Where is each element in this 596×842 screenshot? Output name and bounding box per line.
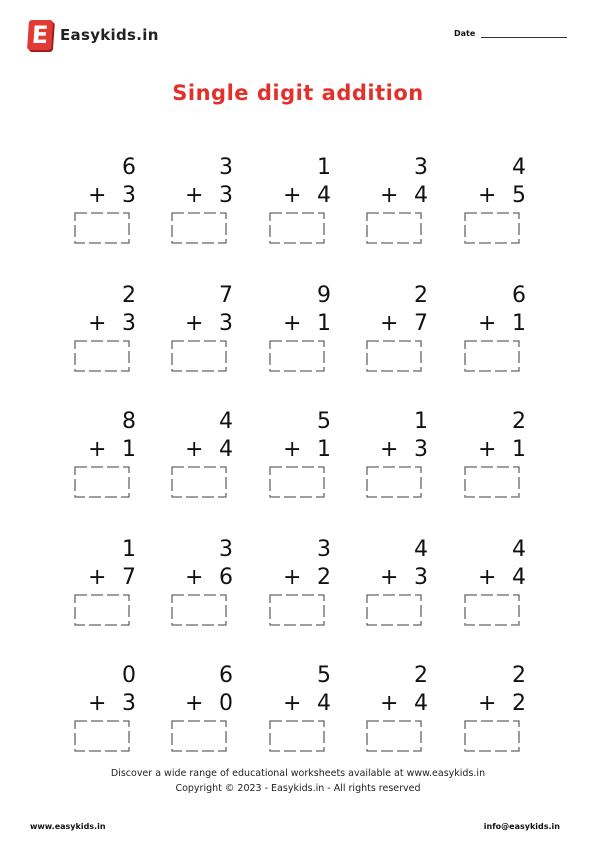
addition-problem (265, 410, 335, 510)
second-addend: 3 (414, 437, 428, 462)
website-link[interactable]: www.easykids.in (30, 822, 106, 831)
first-addend: 3 (317, 537, 331, 562)
addition-problem (70, 410, 140, 510)
second-addend: 4 (317, 691, 331, 716)
second-addend: 0 (219, 691, 233, 716)
second-addend: 6 (219, 565, 233, 590)
second-addend: 2 (317, 565, 331, 590)
second-addend: 7 (122, 565, 136, 590)
plus-sign: + (380, 183, 399, 208)
plus-sign: + (380, 311, 399, 336)
logo-mark-icon: E (27, 20, 53, 50)
plus-sign: + (283, 691, 302, 716)
answer-box[interactable] (74, 340, 130, 372)
first-addend: 4 (219, 409, 233, 434)
answer-box[interactable] (74, 594, 130, 626)
plus-sign: + (185, 437, 204, 462)
plus-sign: + (478, 691, 497, 716)
addition-problem (70, 284, 140, 384)
answer-box[interactable] (366, 212, 422, 244)
first-addend: 4 (512, 537, 526, 562)
first-addend: 3 (219, 155, 233, 180)
second-addend: 4 (219, 437, 233, 462)
footer-text (0, 766, 596, 796)
first-addend: 6 (122, 155, 136, 180)
answer-box[interactable] (269, 466, 325, 498)
answer-box[interactable] (74, 720, 130, 752)
footer-line-1: Discover a wide range of educational worksheets available at www.easykids.in (110, 768, 486, 779)
addition-problem (460, 538, 530, 638)
second-addend: 4 (317, 183, 331, 208)
addition-problem (167, 156, 237, 256)
first-addend: 5 (317, 663, 331, 688)
addition-problem (167, 538, 237, 638)
first-addend: 2 (512, 409, 526, 434)
footer-line-2: Copyright © 2023 - Easykids.in - All rights reserved (175, 783, 421, 794)
second-addend: 2 (512, 691, 526, 716)
answer-box[interactable] (366, 466, 422, 498)
addition-problem (362, 410, 432, 510)
answer-box[interactable] (171, 594, 227, 626)
second-addend: 5 (512, 183, 526, 208)
answer-box[interactable] (366, 720, 422, 752)
second-addend: 4 (414, 691, 428, 716)
plus-sign: + (380, 691, 399, 716)
plus-sign: + (283, 183, 302, 208)
answer-box[interactable] (464, 594, 520, 626)
second-addend: 1 (122, 437, 136, 462)
plus-sign: + (478, 183, 497, 208)
second-addend: 3 (122, 691, 136, 716)
answer-box[interactable] (464, 340, 520, 372)
first-addend: 6 (512, 283, 526, 308)
answer-box[interactable] (74, 212, 130, 244)
addition-problem (167, 664, 237, 764)
first-addend: 1 (122, 537, 136, 562)
first-addend: 3 (414, 155, 428, 180)
answer-box[interactable] (464, 466, 520, 498)
second-addend: 1 (512, 437, 526, 462)
second-addend: 3 (414, 565, 428, 590)
second-addend: 3 (219, 183, 233, 208)
first-addend: 1 (414, 409, 428, 434)
plus-sign: + (88, 437, 107, 462)
plus-sign: + (283, 437, 302, 462)
plus-sign: + (185, 183, 204, 208)
addition-problem (460, 284, 530, 384)
addition-problem (167, 410, 237, 510)
answer-box[interactable] (269, 720, 325, 752)
addition-problem (460, 664, 530, 764)
addition-problem (265, 156, 335, 256)
answer-box[interactable] (269, 340, 325, 372)
addition-problem (362, 156, 432, 256)
first-addend: 0 (122, 663, 136, 688)
second-addend: 1 (317, 311, 331, 336)
answer-box[interactable] (464, 212, 520, 244)
first-addend: 7 (219, 283, 233, 308)
addition-problem (70, 156, 140, 256)
first-addend: 1 (317, 155, 331, 180)
first-addend: 4 (414, 537, 428, 562)
first-addend: 6 (219, 663, 233, 688)
addition-problem (460, 410, 530, 510)
second-addend: 4 (512, 565, 526, 590)
answer-box[interactable] (171, 340, 227, 372)
plus-sign: + (478, 565, 497, 590)
addition-problem (362, 538, 432, 638)
addition-problem (265, 538, 335, 638)
plus-sign: + (380, 437, 399, 462)
first-addend: 3 (219, 537, 233, 562)
first-addend: 2 (414, 663, 428, 688)
second-addend: 3 (219, 311, 233, 336)
second-addend: 1 (512, 311, 526, 336)
addition-problem (460, 156, 530, 256)
plus-sign: + (88, 183, 107, 208)
answer-box[interactable] (269, 212, 325, 244)
plus-sign: + (478, 437, 497, 462)
second-addend: 3 (122, 183, 136, 208)
first-addend: 2 (512, 663, 526, 688)
second-addend: 1 (317, 437, 331, 462)
answer-box[interactable] (366, 340, 422, 372)
second-addend: 3 (122, 311, 136, 336)
plus-sign: + (88, 691, 107, 716)
addition-problem (70, 538, 140, 638)
date-label: Date (454, 29, 476, 38)
plus-sign: + (88, 565, 107, 590)
answer-box[interactable] (171, 212, 227, 244)
second-addend: 7 (414, 311, 428, 336)
plus-sign: + (283, 565, 302, 590)
addition-problem (265, 664, 335, 764)
addition-problem (265, 284, 335, 384)
first-addend: 2 (414, 283, 428, 308)
answer-box[interactable] (171, 466, 227, 498)
answer-box[interactable] (269, 594, 325, 626)
first-addend: 4 (512, 155, 526, 180)
plus-sign: + (185, 565, 204, 590)
email-link[interactable]: info@easykids.in (483, 822, 560, 831)
plus-sign: + (283, 311, 302, 336)
plus-sign: + (88, 311, 107, 336)
first-addend: 9 (317, 283, 331, 308)
answer-box[interactable] (74, 466, 130, 498)
plus-sign: + (185, 691, 204, 716)
first-addend: 8 (122, 409, 136, 434)
worksheet-title: Single digit addition (172, 81, 424, 105)
answer-box[interactable] (366, 594, 422, 626)
brand-name: Easykids.in (60, 26, 159, 44)
plus-sign: + (380, 565, 399, 590)
answer-box[interactable] (171, 720, 227, 752)
addition-problem (167, 284, 237, 384)
answer-box[interactable] (464, 720, 520, 752)
addition-problem (362, 664, 432, 764)
addition-problem (362, 284, 432, 384)
first-addend: 2 (122, 283, 136, 308)
second-addend: 4 (414, 183, 428, 208)
plus-sign: + (478, 311, 497, 336)
first-addend: 5 (317, 409, 331, 434)
addition-problem (70, 664, 140, 764)
plus-sign: + (185, 311, 204, 336)
